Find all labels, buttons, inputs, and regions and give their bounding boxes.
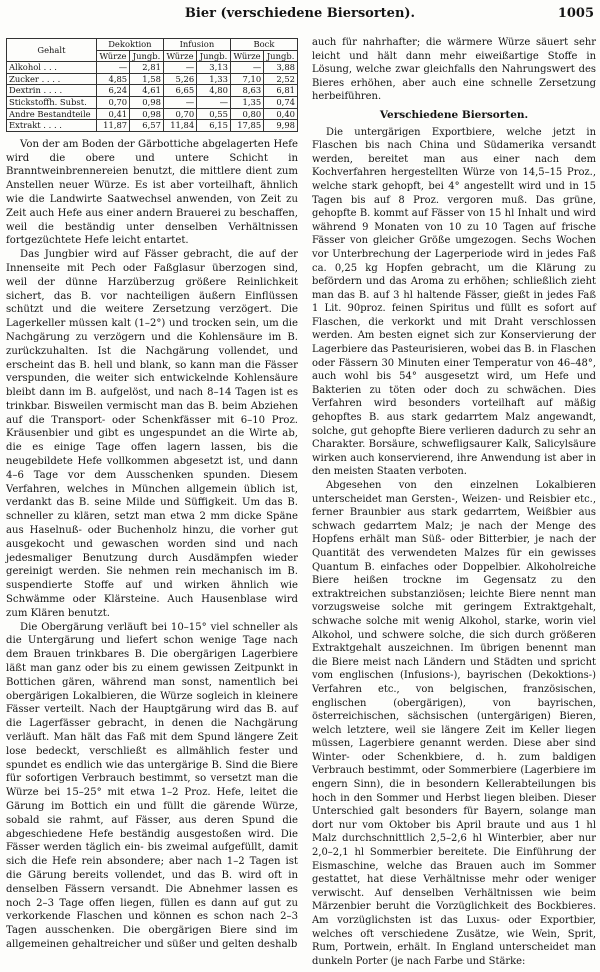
table-cell: 17,85 (230, 120, 263, 132)
table-cell: 7,10 (230, 73, 263, 85)
table-cell: 11,84 (163, 120, 196, 132)
table-group-header: Bock (230, 39, 297, 51)
table-cell: — (197, 96, 231, 108)
table-subheader: Jungb. (197, 50, 231, 62)
table-row-label: Andre Bestandteile (7, 108, 97, 120)
paragraph: Abgesehen von den einzelnen Lokalbieren unterscheidet man Gersten-, Weizen- und Reisbier etc., ferner Braunbier aus stark gedarrtem, Weißbier aus schwach gedarrtem Malz; je nach der Menge des Hopfens erhält man Süß- oder Bitterbier, je nach der Quantität des verwendeten Malzes für ein gewisses Quantum B. einfaches oder Doppelbier. Alkoholreiche Biere heißen trockne im Gegensatz zu den extraktreichen substanziösen; leichte Biere nennt man vorzugsweise solche mit geringem Extraktgehalt, schwache solche mit wenig Alkohol, starke, worin viel Alkohol, und schwere solche, die sich durch größeren Extraktgehalt auszeichnen. Im übrigen benennt man die Biere meist nach Ländern und Städten und spricht vom englischen (Infusions-), bayrischen (Dekoktions-) Verfahren etc., von belgischen, französischen, englischen (obergärigen), von bayrischen, österreichischen, sächsischen (untergärigen) Bieren, welch letztere, weil sie längere Zeit im Keller liegen müssen, Lagerbiere genannt werden. Diese aber sind Winter- oder Schenkbiere, d. h. zum baldigen Verbrauch bestimmt, oder Sommerbiere (Lagerbiere im engern Sinn), die in besondern Kellerabteilungen bis hoch in den Sommer und Herbst liegen bleiben. Dieser Unterschied galt besonders für Bayern, solange man dort nur vom Oktober bis April braute und aus 1 hl Malz durchschnittlich 2,5–2,6 hl Winterbier, aber nur 2,0–2,1 hl Sommerbier bereitete. Die Einführung der Eismaschine, welche das Brauen auch im Sommer gestattet, hat diese Verhältnisse mehr oder weniger verwischt. Auf denselben Verhältnissen wie beim Märzenbier beruht die Vorzüglichkeit des Bockbieres. Am vorzüglichsten ist das Luxus- oder Exportbier, welches oft verschiedene Zusätze, wie Wein, Sprit, Rum, Portwein, erhält. In England unterscheidet man dunkeln Porter (je nach Farbe und Stärke: (312, 480, 596, 967)
table-cell: 11,87 (96, 120, 129, 132)
table-cell: 3,88 (264, 62, 298, 74)
table-cell: 0,40 (264, 108, 298, 120)
running-title: Bier (verschiedene Biersorten). (184, 6, 416, 21)
table-row-label: Extrakt . . . . (7, 120, 97, 132)
right-column (312, 36, 596, 968)
table-cell: 1,33 (197, 73, 231, 85)
table-cell: 4,61 (130, 85, 164, 97)
table-row (7, 73, 298, 85)
table-subheader: Würze (163, 50, 196, 62)
table-cell: 4,80 (197, 85, 231, 97)
table-cell: 3,13 (197, 62, 231, 74)
paragraph: Die untergärigen Exportbiere, welche jetzt in Flaschen bis nach China und Südamerika versandt werden, bereitet man aus einer nach dem Kochverfahren hergestellten Würze von 14,5–15 Proz., welche stark gehopft, bei 4° angestellt wird und in 15 Tagen bis auf 8 Proz. vergoren muß. Das grüne, gehopfte B. kommt auf Fässer von 15 hl Inhalt und wird während 9 Monaten von 10 zu 10 Tagen auf frische Fässer von gleicher Größe umgezogen. Sechs Wochen vor Unterbrechung der Lagerperiode wird in jedes Faß ca. 0,25 kg Hopfen gebracht, um die Klärung zu befördern und das Aroma zu erhöhen; schließlich zieht man das B. auf 3 hl haltende Fässer, gießt in jedes Faß 1 Lit. 90proz. feinen Spiritus und füllt es sofort auf Flaschen, die verkorkt und mit Draht verschlossen werden. Am besten eignet sich zur Konservierung der Lagerbiere das Pasteurisieren, wobei das B. in Flaschen oder Fässern 30 Minuten einer Temperatur von 46–48°, auch wohl bis 54° ausgesetzt wird, um Hefe und Bakterien zu töten oder doch zu schwächen. Dies Verfahren wird besonders vorteilhaft auf mäßig gehopftes B. aus stark gedarrtem Malz angewandt, solche, gut gehopfte Biere verlieren dadurch zu sehr an Charakter. Borsäure, schwefligsaurer Kalk, Salicylsäure wirken auch konservierend, ihre Anwendung ist aber in den meisten Staaten verboten. (312, 126, 596, 478)
table-cell: 4,85 (96, 73, 129, 85)
paragraph: Das Jungbier wird auf Fässer gebracht, die auf der Innenseite mit Pech oder Faßglasur überzogen sind, weil der dünne Harzüberzug größere Reinlichkeit sichert, das B. vor nachteiligen äußern Einflüssen schützt und die weitere Zersetzung verzögert. Die Lagerkeller müssen kalt (1–2°) und trocken sein, um die Nachgärung zu verzögern und die Kohlensäure im B. zurückzuhalten. Ist die Nachgärung vollendet, und erscheint das B. hell und blank, so kann man die Fässer verspunden, die weiter sich entwickelnde Kohlensäure bleibt dann im B. aufgelöst, und nach 8–14 Tagen ist es trinkbar. Bisweilen vermischt man das B. beim Abziehen auf die Transport- oder Schenkfässer mit 6–10 Proz. Kräusenbier und gibt es ungespundet an die Wirte ab, die es einige Tage offen lagern lassen, bis die neugebildete Hefe vollkommen abgesetzt ist, und dann 4–6 Tage vor dem Ausschenken spunden. Diesem Verfahren, welches in München allgemein üblich ist, verdankt das B. seine Milde und Süffigkeit. Um das B. schneller zu klären, setzt man etwa 2 mm dicke Späne aus Haselnuß- oder Buchenholz hinzu, die vorher gut ausgekocht und gewaschen worden sind und nach jedesmaliger Benutzung durch Ausdämpfen wieder gereinigt werden. Sie nehmen rein mechanisch im B. suspendierte Stoffe auf und wirken ähnlich wie Schwämme oder Klärsteine. Auch Hausenblase wird zum Klären benutzt. (6, 249, 298, 619)
table-cell: 0,80 (230, 108, 263, 120)
table-group-header: Dekoktion (96, 39, 163, 51)
table-group-header: Infusion (163, 39, 230, 51)
table-cell: 0,70 (96, 96, 129, 108)
table-cell: 6,81 (264, 85, 298, 97)
table-cell: 2,52 (264, 73, 298, 85)
table-cell: 9,98 (264, 120, 298, 132)
composition-table (6, 38, 298, 132)
table-row (7, 108, 298, 120)
table-cell: 0,98 (130, 108, 164, 120)
table-cell: 1,35 (230, 96, 263, 108)
table-cell: 6,57 (130, 120, 164, 132)
table-cell: — (96, 62, 129, 74)
table-cell: — (230, 62, 263, 74)
table-row (7, 85, 298, 97)
table-cell: 6,65 (163, 85, 196, 97)
table-cell: 8,63 (230, 85, 263, 97)
table-row-label: Zucker . . . . (7, 73, 97, 85)
table-col-header: Gehalt (7, 39, 97, 62)
table-cell: 0,98 (130, 96, 164, 108)
table-subheader: Würze (96, 50, 129, 62)
table-row-label: Alkohol . . . (7, 62, 97, 74)
table-row-label: Stickstoffh. Subst. (7, 96, 97, 108)
section-heading: Verschiedene Biersorten. (379, 108, 529, 121)
page-header (0, 6, 600, 28)
table-cell: 6,15 (197, 120, 231, 132)
table-cell: 1,58 (130, 73, 164, 85)
table-cell: — (163, 62, 196, 74)
table-cell: 0,55 (197, 108, 231, 120)
page-number: 1005 (557, 6, 594, 21)
table-cell: — (163, 96, 196, 108)
table-cell: 6,24 (96, 85, 129, 97)
table-cell: 0,41 (96, 108, 129, 120)
table-subheader: Jungb. (130, 50, 164, 62)
paragraph: Von der am Boden der Gärbottiche abgelagerten Hefe wird die obere und untere Schicht in Branntweinbrennereien benutzt, die mittlere dient zum Anstellen neuer Würze. Es ist aber vorteilhaft, ähnlich wie die Landwirte Saatwechsel anwenden, von Zeit zu Zeit auch Hefe aus einer andern Brauerei zu beschaffen, weil die beständig unter denselben Verhältnissen fortgezüchtete Hefe leicht entartet. (6, 138, 298, 247)
table-row-label: Dextrin . . . . (7, 85, 97, 97)
table-cell: 0,74 (264, 96, 298, 108)
table-subheader: Jungb. (264, 50, 298, 62)
table-cell: 2,81 (130, 62, 164, 74)
table-cell: 5,26 (163, 73, 196, 85)
table-row (7, 120, 298, 132)
paragraph: auch für nahrhafter; die wärmere Würze säuert sehr leicht und hält dann mehr eiweißartige Stoffe in Lösung, welche zwar gleichfalls den Nahrungswert des Bieres erhöhen, aber auch eine schnelle Zersetzung herbeiführen. (312, 37, 596, 103)
table-row (7, 96, 298, 108)
table-cell: 0,70 (163, 108, 196, 120)
table-subheader: Würze (230, 50, 263, 62)
table-row (7, 62, 298, 74)
table-header-row (7, 39, 298, 51)
paragraph: Die Obergärung verläuft bei 10–15° viel schneller als die Untergärung und liefert schon wenige Tage nach dem Brauen trinkbares B. Die obergärigen Lagerbiere läßt man ganz oder bis zu einem gewissen Zeitpunkt in Bottichen gären, während man sonst, namentlich bei obergärigen Lokalbieren, die Würze sogleich in kleinere Fässer verteilt. Nach der Hauptgärung wird das B. auf die Lagerfässer gebracht, in denen die Nachgärung verläuft. Man hält das Faß mit dem Spund längere Zeit lose bedeckt, verschließt es allmählich fester und spundet es endlich wie das untergärige B. Sind die Biere für sofortigen Verbrauch bestimmt, so versetzt man die Würze bei 15–25° mit etwa 1–2 Proz. Hefe, leitet die Gärung im Bottich ein und füllt die gärende Würze, sobald sie rahmt, auf Fässer, aus deren Spund die abgeschiedene Hefe beständig ausgestoßen wird. Die Fässer werden täglich ein- bis zweimal aufgefüllt, damit sich die Hefe rein absondere; aber nach 1–2 Tagen ist die Gärung bereits vollendet, und das B. wird oft in denselben Fässern versandt. Die Abnehmer lassen es noch 2–3 Tage offen liegen, füllen es dann auf gut zu verkorkende Flaschen und können es schon nach 2–3 Tagen ausschenken. Die obergärigen Biere sind im allgemeinen gehaltreicher und süßer und gelten deshalb (6, 621, 298, 950)
left-column (6, 38, 298, 952)
